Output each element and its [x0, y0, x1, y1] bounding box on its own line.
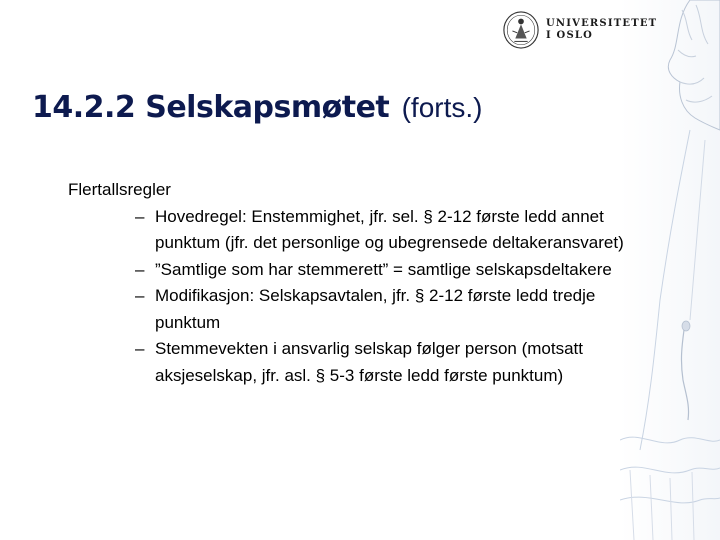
title-sub: (forts.): [401, 92, 483, 123]
list-item-text: Stemmevekten i ansvarlig selskap følger person (motsatt aksjeselskap, jfr. asl. § 5-3 første ledd første punktum): [155, 339, 584, 385]
slide-body: [68, 177, 628, 389]
dash-bullet: –: [135, 259, 145, 279]
university-logo: [502, 10, 657, 50]
list-item-text: Hovedregel: Enstemmighet, jfr. sel. § 2-12 første ledd annet punktum (jfr. det personlige og ubegrensede deltakeransvaret): [155, 206, 624, 252]
title-main: 14.2.2 Selskapsmøtet: [32, 90, 390, 125]
logo-line-2: I OSLO: [546, 30, 594, 41]
bullet-list: [68, 204, 628, 390]
body-heading: Flertallsregler: [68, 180, 171, 199]
list-item: [68, 283, 628, 336]
list-item-text: Modifikasjon: Selskapsavtalen, jfr. § 2-12 første ledd tredje punktum: [155, 286, 596, 332]
dash-bullet: –: [135, 286, 145, 305]
list-item: [68, 336, 628, 389]
list-item-text: ”Samtlige som har stemmerett” = samtlige selskapsdeltakere: [155, 259, 612, 279]
slide-title: [32, 90, 483, 126]
list-item: [68, 257, 628, 284]
sculpture-art-icon: [620, 0, 720, 540]
list-item: [68, 204, 628, 257]
dash-bullet: –: [135, 339, 145, 358]
logo-line-1: UNIVERSITETET: [546, 18, 658, 29]
university-seal-icon: [502, 10, 540, 50]
dash-bullet: –: [135, 206, 145, 226]
